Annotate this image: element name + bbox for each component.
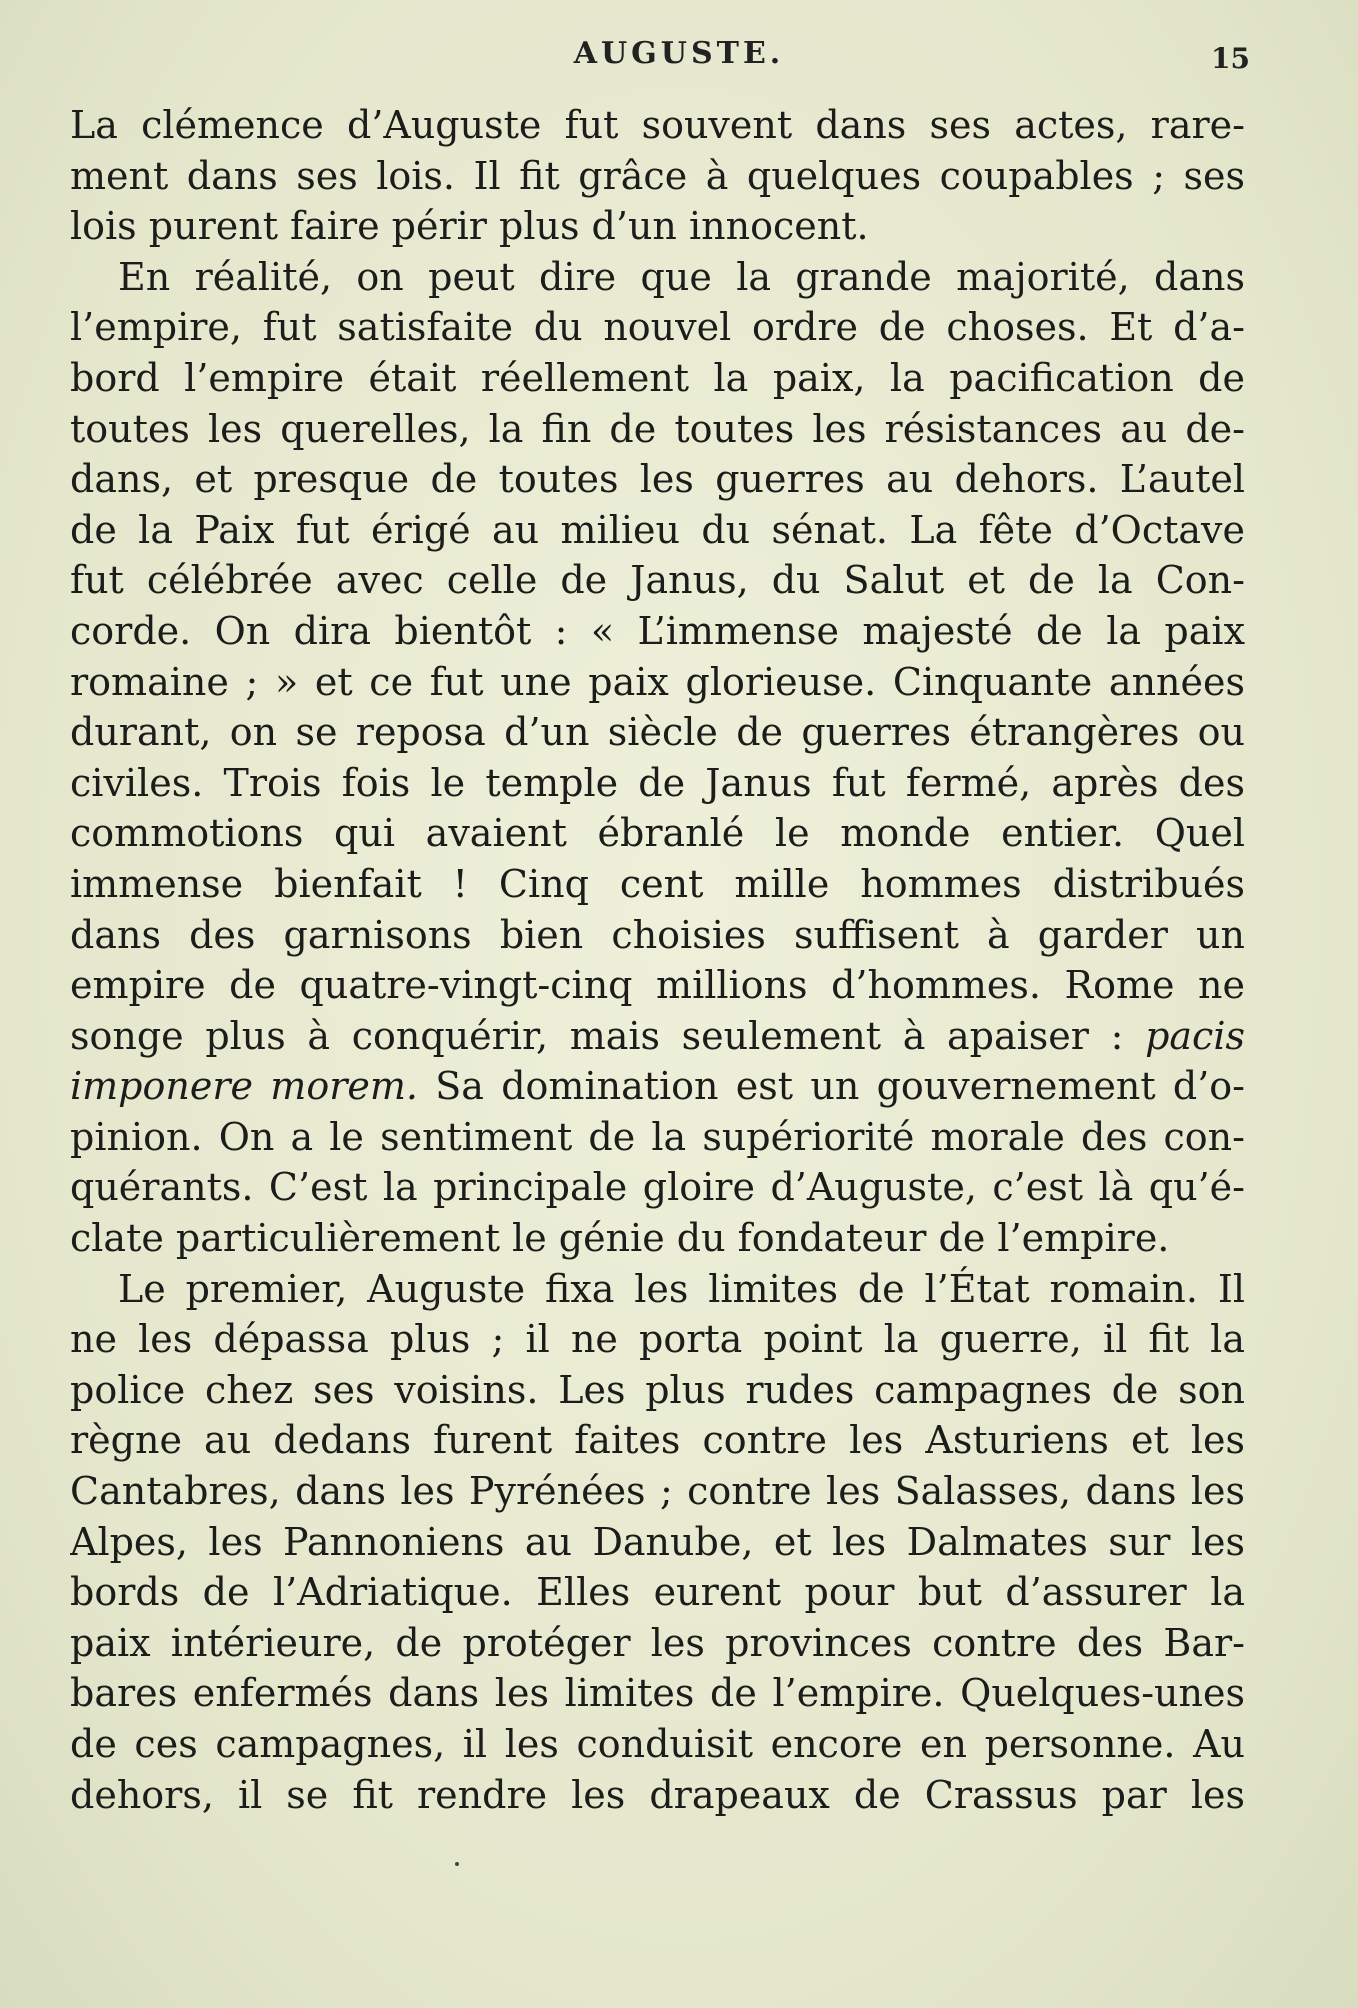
text-line: Cantabres, dans les Pyrénées ; contre les Salasses, dans les xyxy=(70,1469,1245,1514)
text-line: l’empire, fut satisfaite du nouvel ordre de choses. Et d’a- xyxy=(70,305,1245,350)
text-line: corde. On dira bientôt : « L’immense majesté de la paix xyxy=(70,608,1245,653)
text-line: durant, on se reposa d’un siècle de guerres étrangères ou xyxy=(70,710,1245,755)
text-line: règne au dedans furent faites contre les Asturiens et les xyxy=(70,1418,1245,1463)
text-line: empire de quatre-vingt-cinq millions d’hommes. Rome ne xyxy=(70,963,1245,1008)
text-line: La clémence d’Auguste fut souvent dans ses actes, rare- xyxy=(70,103,1245,147)
text-line: bares enfermés dans les limites de l’empire. Quelques-unes xyxy=(70,1671,1245,1716)
text-line: En réalité, on peut dire que la grande majorité, dans xyxy=(118,254,1245,299)
text-line: toutes les querelles, la fin de toutes les résistances au de- xyxy=(70,406,1245,451)
text-line: immense bienfait ! Cinq cent mille hommes distribués xyxy=(70,861,1245,906)
text-line: pinion. On a le sentiment de la supériorité morale des con- xyxy=(70,1114,1245,1159)
text-line: dans des garnisons bien choisies suffisent à garder un xyxy=(70,912,1245,957)
text-line: imponere morem. Sa domination est un gouvernement d’o- xyxy=(70,1064,1245,1109)
text-line: bords de l’Adriatique. Elles eurent pour but d’assurer la xyxy=(70,1570,1245,1615)
text-line: fut célébrée avec celle de Janus, du Salut et de la Con- xyxy=(70,558,1245,603)
text-line: bord l’empire était réellement la paix, la pacification de xyxy=(70,355,1245,400)
text-line: de la Paix fut érigé au milieu du sénat. La fête d’Octave xyxy=(70,507,1245,552)
text-line: civiles. Trois fois le temple de Janus fut fermé, après des xyxy=(70,760,1245,805)
text-line: Le premier, Auguste fixa les limites de l’État romain. Il xyxy=(118,1266,1245,1311)
text-line: commotions qui avaient ébranlé le monde entier. Quel xyxy=(70,811,1245,856)
text-line: songe plus à conquérir, mais seulement à apaiser : pacis xyxy=(70,1013,1245,1058)
text-line: de ces campagnes, il les conduisit encore en personne. Au xyxy=(70,1722,1245,1766)
body-text xyxy=(70,100,1245,1820)
text-line: ment dans ses lois. Il fit grâce à quelques coupables ; ses xyxy=(70,153,1245,198)
text-line: lois purent faire périr plus d’un innocent. xyxy=(70,204,869,249)
text-line: dehors, il se fit rendre les drapeaux de Crassus par les xyxy=(70,1772,1245,1817)
latin-phrase: pacis xyxy=(1145,1013,1245,1058)
ink-speck xyxy=(455,1862,459,1866)
text-line: Alpes, les Pannoniens au Danube, et les Dalmates sur les xyxy=(70,1519,1245,1564)
text-line: dans, et presque de toutes les guerres au dehors. L’autel xyxy=(70,457,1245,502)
text-line: ne les dépassa plus ; il ne porta point la guerre, il fit la xyxy=(70,1317,1245,1362)
text-line: clate particulièrement le génie du fondateur de l’empire. xyxy=(70,1216,1170,1261)
text-line: romaine ; » et ce fut une paix glorieuse. Cinquante années xyxy=(70,659,1245,704)
text-line: police chez ses voisins. Les plus rudes campagnes de son xyxy=(70,1367,1245,1412)
latin-phrase: imponere morem. xyxy=(70,1064,418,1109)
text-line: quérants. C’est la principale gloire d’Auguste, c’est là qu’é- xyxy=(70,1165,1245,1210)
page-number: 15 xyxy=(1211,42,1250,75)
running-title: AUGUSTE. xyxy=(573,36,785,71)
text-line: paix intérieure, de protéger les provinces contre des Bar- xyxy=(70,1620,1245,1665)
